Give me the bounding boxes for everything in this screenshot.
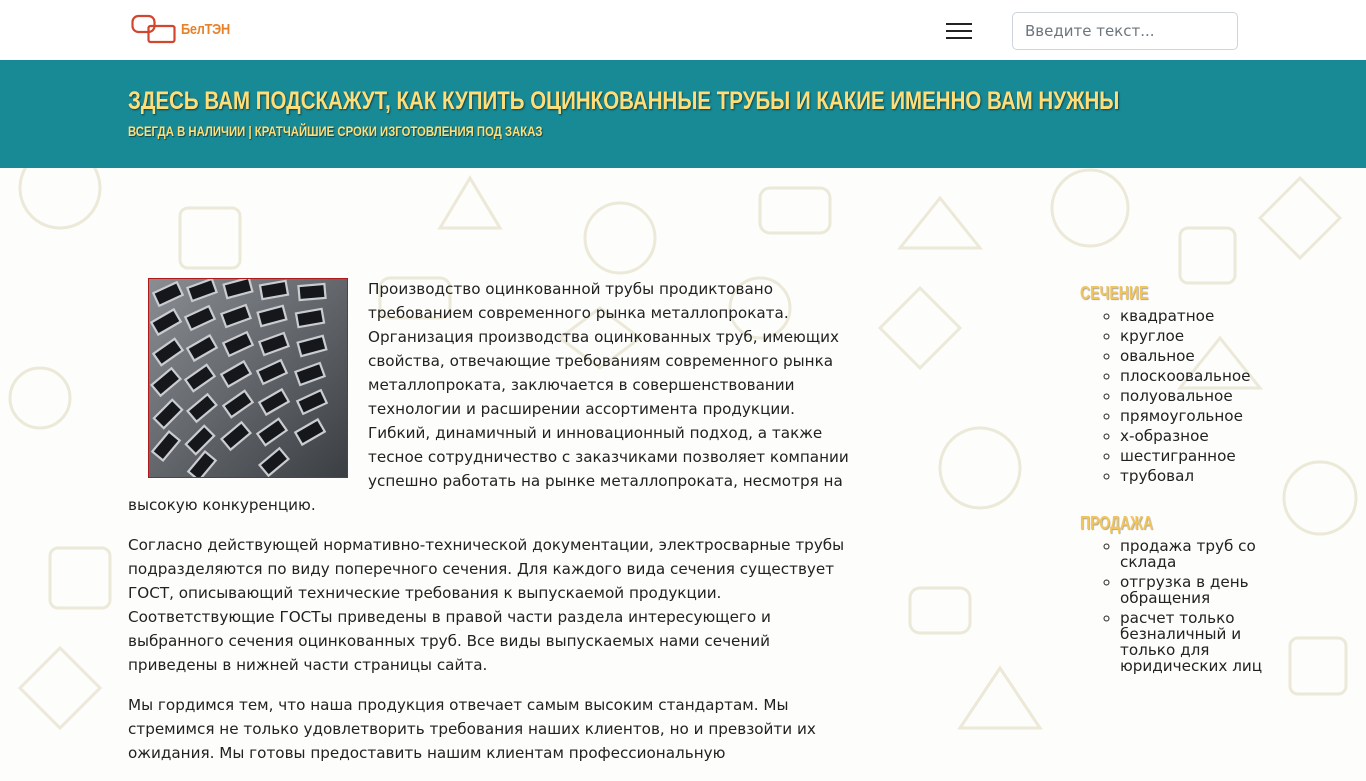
sales-item: ◦ отгрузка в день обращения <box>1120 574 1270 606</box>
section-list <box>1080 308 1270 484</box>
logo-text: БелТЭН <box>181 20 230 38</box>
logo-icon <box>131 14 177 44</box>
section-item-tubeoval[interactable]: ◦ трубовал <box>1120 468 1270 484</box>
site-logo[interactable] <box>131 14 239 44</box>
sales-item: ◦ расчет только безналичный и только для юридических лиц <box>1120 610 1270 674</box>
sales-heading: ПРОДАЖА <box>1080 513 1153 533</box>
hero-banner <box>0 60 1366 168</box>
sales-list <box>1080 538 1270 674</box>
hamburger-bar <box>946 23 972 25</box>
section-item-oval[interactable]: ◦ овальное <box>1120 348 1270 364</box>
content-paragraph: Согласно действующей нормативно-технической документации, электросварные трубы подразделяются по виду поперечного сечения. Для каждого вида сечения существует ГОСТ, описывающий технические требования к выпускаемой продукции. Соответствующие ГОСТы приведены в правой части раздела интересующего и выбранного сечения оцинкованных труб. Все виды выпускаемых нами сечений приведены в нижней части страницы сайта. <box>128 536 845 674</box>
menu-toggle-button[interactable] <box>946 22 972 40</box>
hamburger-bar <box>946 37 972 39</box>
galvanized-pipes-image <box>148 278 348 478</box>
sales-item: ◦ продажа труб со склада <box>1120 538 1270 570</box>
intro-paragraph: Производство оцинкованной трубы продиктовано требованием современного рынка металлопроката. Организация производства оцинкованных труб, имеющих свойства, отвечающие требованиям современного рынка металлопроката, заключается в совершенствовании технологии и расширении ассортимента продукции. Гибкий, динамичный и инновационный подход, а также тесное сотрудничество с заказчиками позволяет компании успешно работать на рынке металлопроката, несмотря на высокую конкуренцию. <box>128 280 849 514</box>
section-item-flat-oval[interactable]: ◦ плоскоовальное <box>1120 368 1270 384</box>
section-item-rectangular[interactable]: ◦ прямоугольное <box>1120 408 1270 424</box>
search-input[interactable] <box>1012 12 1238 50</box>
hamburger-bar <box>946 30 972 32</box>
section-item-hexagonal[interactable]: ◦ шестигранное <box>1120 448 1270 464</box>
page-title: ЗДЕСЬ ВАМ ПОДСКАЖУТ, КАК КУПИТЬ ОЦИНКОВАННЫЕ ТРУБЫ И КАКИЕ ИМЕННО ВАМ НУЖНЫ <box>128 87 1120 115</box>
content-paragraph: Мы гордимся тем, что наша продукция отвечает самым высоким стандартам. Мы стремимся не только удовлетворить требования наших клиентов, но и превзойти их ожидания. Мы готовы предоставить нашим клиентам профессиональную <box>128 696 816 762</box>
section-item-x-shaped[interactable]: ◦ х-образное <box>1120 428 1270 444</box>
section-heading: СЕЧЕНИЕ <box>1080 283 1149 303</box>
section-item-round[interactable]: ◦ круглое <box>1120 328 1270 344</box>
main-content <box>128 277 860 781</box>
page-subtitle: ВСЕГДА В НАЛИЧИИ | КРАТЧАЙШИЕ СРОКИ ИЗГОТОВЛЕНИЯ ПОД ЗАКАЗ <box>128 123 543 139</box>
section-item-square[interactable]: ◦ квадратное <box>1120 308 1270 324</box>
section-item-semi-oval[interactable]: ◦ полуовальное <box>1120 388 1270 404</box>
sidebar <box>1080 282 1270 678</box>
top-navbar <box>0 0 1366 60</box>
